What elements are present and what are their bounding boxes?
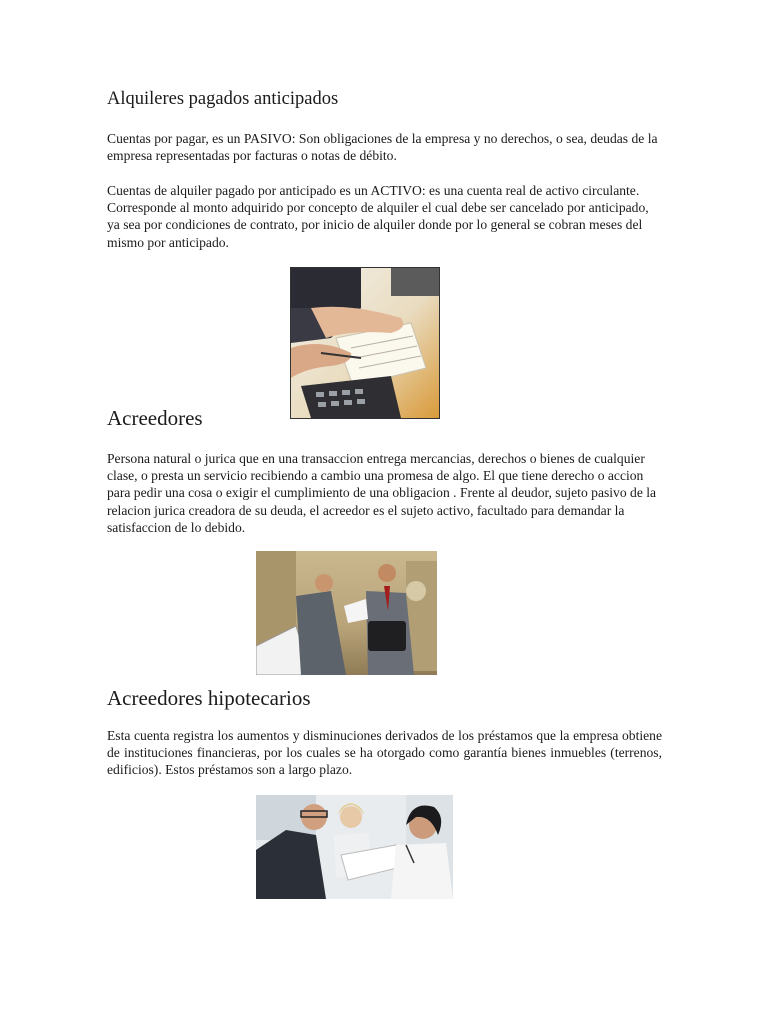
paragraph-acreedores-hipotecarios: Esta cuenta registra los aumentos y disminuciones derivados de los préstamos que la empresa obtiene de instituciones financieras, por los cuales se ha otorgado como garantía bienes inmuebles (terrenos, edificios). Estos préstamos son a largo plazo. [107,728,662,778]
heading-alquileres: Alquileres pagados anticipados [107,89,339,109]
heading-acreedores-hipotecarios: Acreedores hipotecarios [107,686,311,710]
businessmen-handshake-photo [256,551,437,675]
heading-acreedores: Acreedores [107,406,203,430]
paragraph-cuentas-por-pagar: Cuentas por pagar, es un PASIVO: Son obligaciones de la empresa y no derechos, o sea, deudas de la empresa representadas por facturas o notas de débito. [107,131,658,164]
paragraph-alquiler-anticipado: Cuentas de alquiler pagado por anticipado es un ACTIVO: es una cuenta real de activo circulante. Corresponde al monto adquirido por concepto de alquiler el cual debe ser cancelado por anticipado, ya sea por condiciones de contrato, por inicio de alquiler donde por lo general se cobran meses del mismo por anticipado. [107,183,649,250]
paragraph-acreedores: Persona natural o jurica que en una transaccion entrega mercancias, derechos o bienes de cualquier clase, o presta un servicio recibiendo a cambio una promesa de algo. El que tiene derecho o accion para pedir una cosa o exigir el cumplimiento de una obligacion . Frente al deudor, sujeto pasivo de la relacion jurica creadora de su deuda, el acreedor es el sujeto activo, facultado para demandar la satisfaccion de lo debido. [107,451,657,535]
meeting-photo [256,795,453,899]
ledger-calculator-photo [290,267,440,419]
